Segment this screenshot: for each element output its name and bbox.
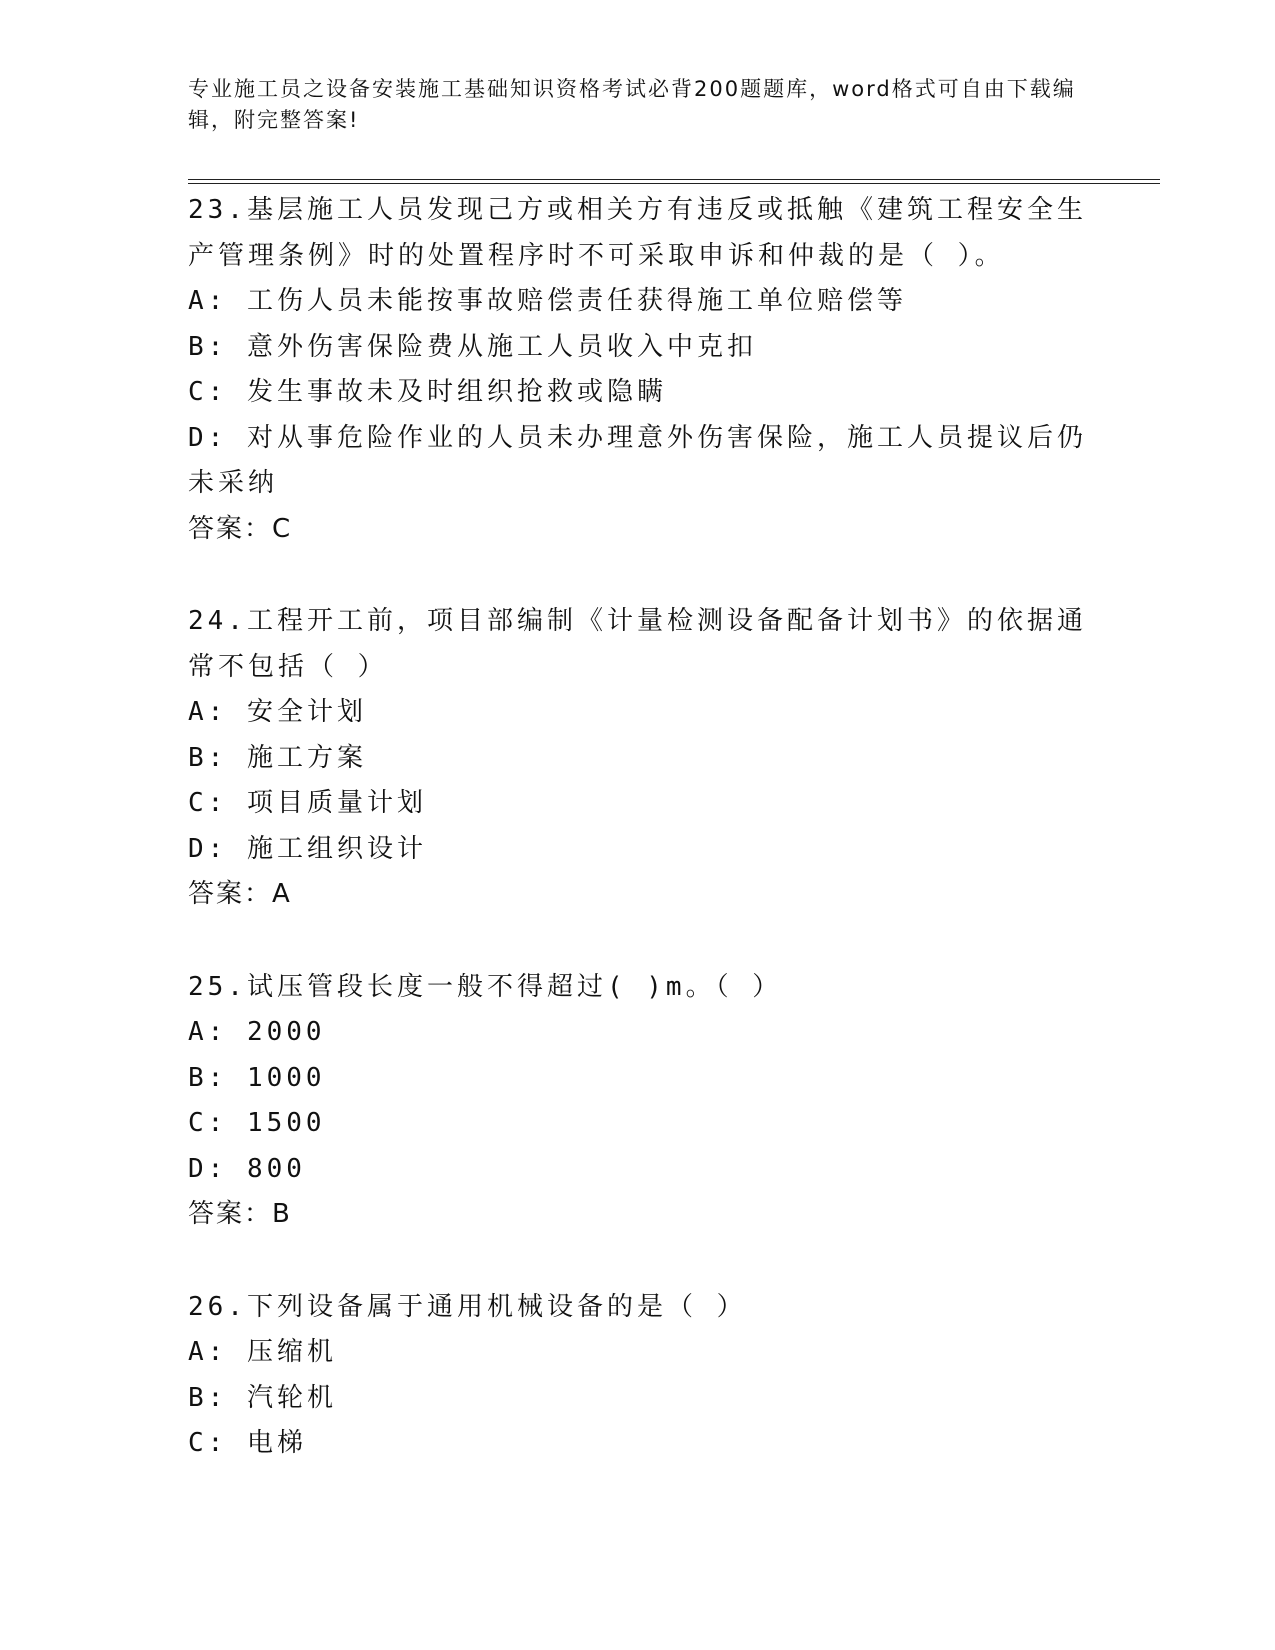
question-24: [188, 599, 1088, 918]
option-b: B: 汽轮机: [188, 1382, 337, 1413]
option-c: C: 电梯: [188, 1428, 307, 1458]
header-divider-bottom: [188, 183, 1160, 184]
option-d: D: 施工组织设计: [188, 833, 427, 864]
option-b: B: 意外伤害保险费从施工人员收入中克扣: [188, 331, 757, 362]
option-b: B: 施工方案: [188, 742, 367, 773]
answer-line: 答案：C: [188, 513, 293, 544]
option-b: B: 1000: [188, 1062, 326, 1093]
option-c: C: 发生事故未及时组织抢救或隐瞒: [188, 377, 667, 407]
question-25: [188, 965, 1088, 1238]
answer-line: 答案：B: [188, 1199, 292, 1229]
option-c: C: 1500: [188, 1108, 326, 1138]
option-a: A: 压缩机: [188, 1337, 337, 1367]
question-stem: 24.工程开工前，项目部编制《计量检测设备配备计划书》的依据通常不包括（ ）: [188, 606, 1087, 682]
option-d: D: 对从事危险作业的人员未办理意外伤害保险，施工人员提议后仍未采纳: [188, 422, 1087, 498]
question-26: [188, 1285, 1088, 1467]
question-stem: 23.基层施工人员发现己方或相关方有违反或抵触《建筑工程安全生产管理条例》时的处置程序时不可采取申诉和仲裁的是（ ）。: [188, 195, 1087, 271]
option-a: A: 安全计划: [188, 697, 367, 727]
question-stem: 26.下列设备属于通用机械设备的是（ ）: [188, 1291, 747, 1322]
option-a: A: 2000: [188, 1017, 326, 1047]
document-header: 专业施工员之设备安装施工基础知识资格考试必背200题题库，word格式可自由下载编辑，附完整答案!: [188, 77, 1076, 132]
question-stem: 25.试压管段长度一般不得超过( )m。（ ）: [188, 971, 783, 1002]
question-list: [188, 188, 1088, 1514]
option-c: C: 项目质量计划: [188, 788, 427, 818]
option-a: A: 工伤人员未能按事故赔偿责任获得施工单位赔偿等: [188, 286, 907, 316]
answer-line: 答案：A: [188, 879, 292, 909]
question-23: [188, 188, 1088, 552]
option-d: D: 800: [188, 1153, 306, 1184]
header-divider-top: [188, 179, 1160, 180]
